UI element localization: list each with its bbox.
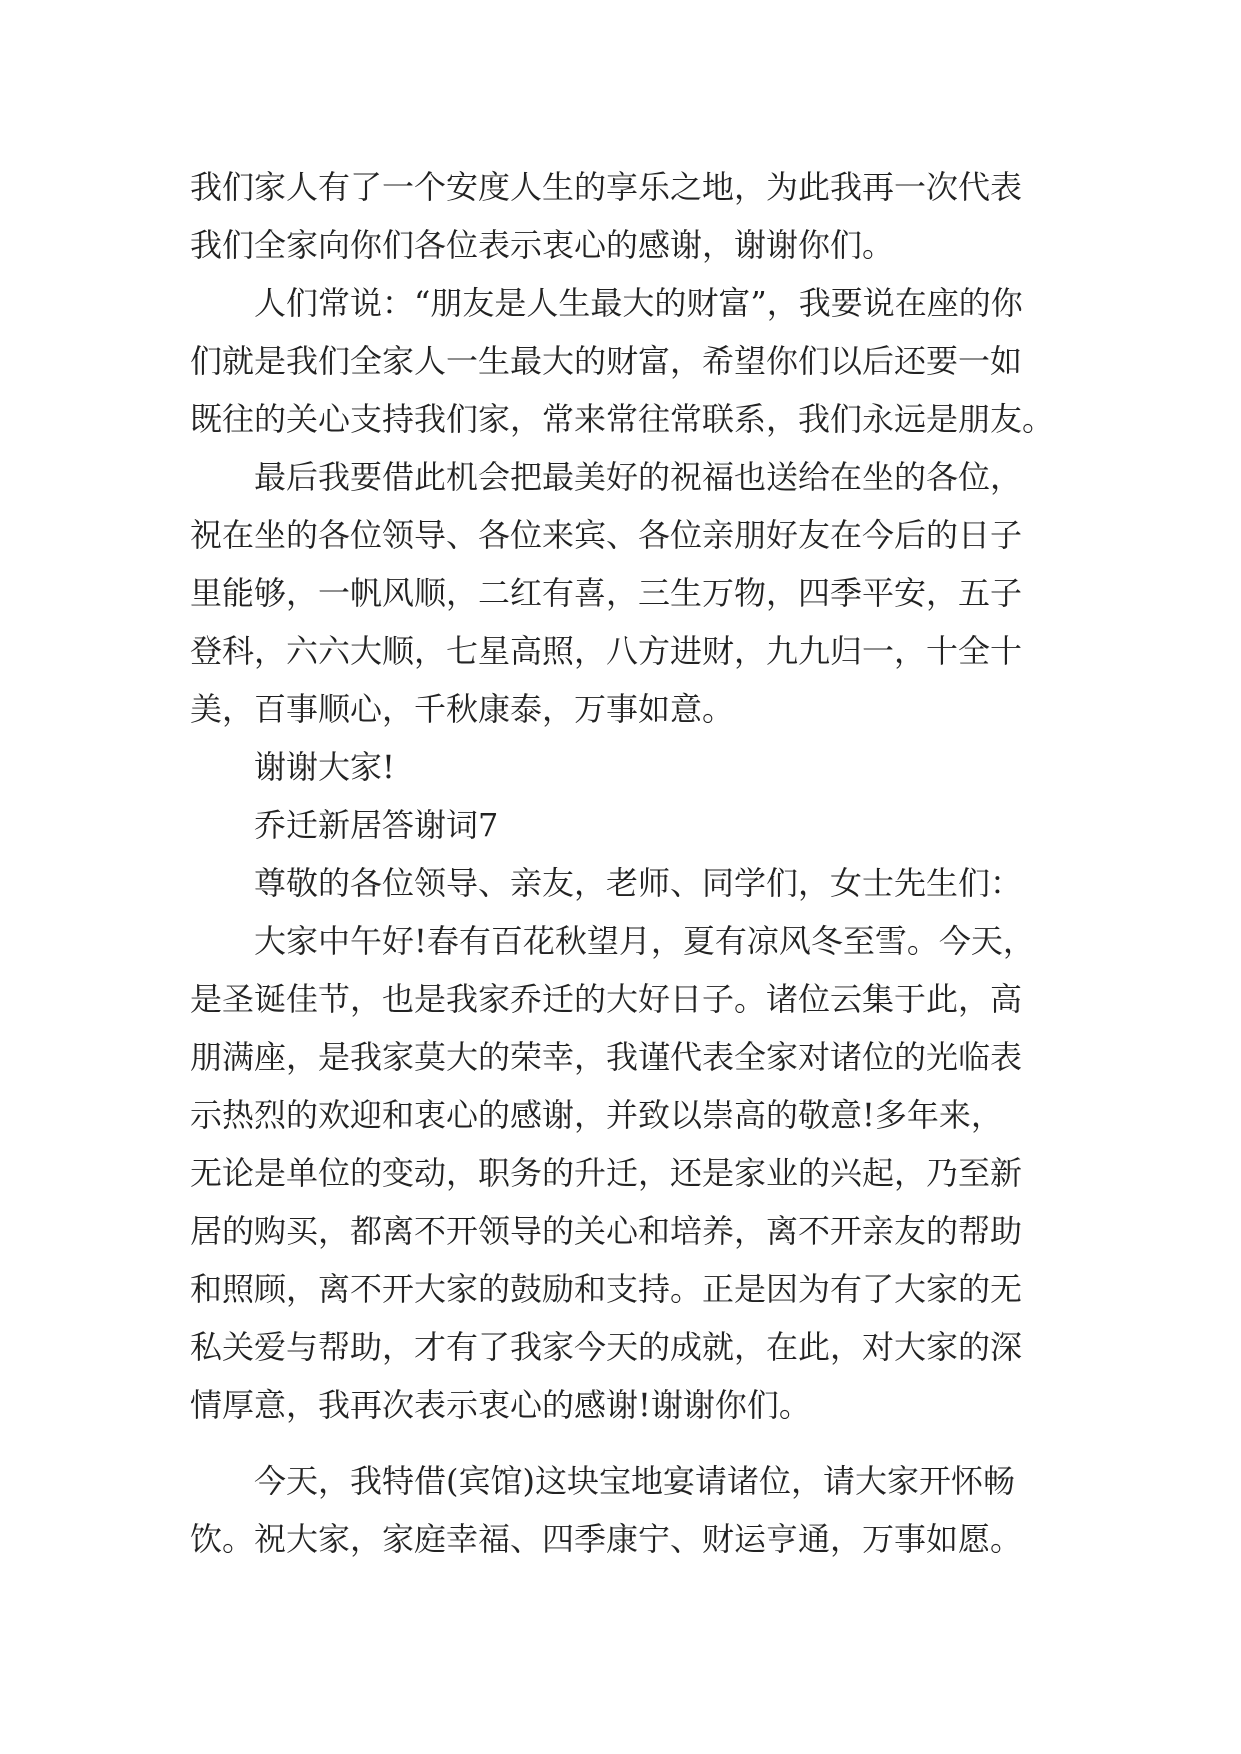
- text-line: 既往的关心支持我们家，常来常往常联系，我们永远是朋友。: [190, 400, 1055, 438]
- paragraph-start-line: 大家中午好!春有百花秋望月，夏有凉风冬至雪。今天，: [254, 922, 1035, 960]
- text-line: 朋满座，是我家莫大的荣幸，我谨代表全家对诸位的光临表: [190, 1038, 1023, 1076]
- text-line: 们就是我们全家人一生最大的财富，希望你们以后还要一如: [190, 342, 1023, 380]
- text-line: 里能够，一帆风顺，二红有喜，三生万物，四季平安，五子: [190, 574, 1023, 612]
- text-line: 无论是单位的变动，职务的升迁，还是家业的兴起，乃至新: [190, 1154, 1023, 1192]
- paragraph-start-line: 谢谢大家!: [254, 748, 395, 786]
- text-line: 祝在坐的各位领导、各位来宾、各位亲朋好友在今后的日子: [190, 516, 1023, 554]
- paragraph-start-line: 人们常说：“朋友是人生最大的财富”，我要说在座的你: [254, 284, 1023, 322]
- text-line: 情厚意，我再次表示衷心的感谢!谢谢你们。: [190, 1386, 811, 1424]
- paragraph-start-line: 今天，我特借(宾馆)这块宝地宴请诸位，请大家开怀畅: [254, 1462, 1015, 1500]
- text-line: 美，百事顺心，千秋康泰，万事如意。: [190, 690, 735, 728]
- text-line: 登科，六六大顺，七星高照，八方进财，九九归一，十全十: [190, 632, 1023, 670]
- paragraph-gap: [190, 1434, 1070, 1452]
- document-body: [190, 158, 1070, 1568]
- paragraph-start-line: 最后我要借此机会把最美好的祝福也送给在坐的各位，: [254, 458, 1023, 496]
- text-line: 示热烈的欢迎和衷心的感谢，并致以崇高的敬意!多年来，: [190, 1096, 1003, 1134]
- text-line: 饮。祝大家，家庭幸福、四季康宁、财运亨通，万事如愿。: [190, 1520, 1023, 1558]
- text-line: 私关爱与帮助，才有了我家今天的成就，在此，对大家的深: [190, 1328, 1023, 1366]
- text-line: 和照顾，离不开大家的鼓励和支持。正是因为有了大家的无: [190, 1270, 1023, 1308]
- salutation-line: 尊敬的各位领导、亲友，老师、同学们，女士先生们：: [254, 864, 1023, 902]
- text-line: 我们家人有了一个安度人生的享乐之地，为此我再一次代表: [190, 168, 1023, 206]
- text-line: 我们全家向你们各位表示衷心的感谢，谢谢你们。: [190, 226, 895, 264]
- section-heading: 乔迁新居答谢词7: [254, 806, 499, 844]
- text-line: 是圣诞佳节，也是我家乔迁的大好日子。诸位云集于此，高: [190, 980, 1023, 1018]
- text-line: 居的购买，都离不开领导的关心和培养，离不开亲友的帮助: [190, 1212, 1023, 1250]
